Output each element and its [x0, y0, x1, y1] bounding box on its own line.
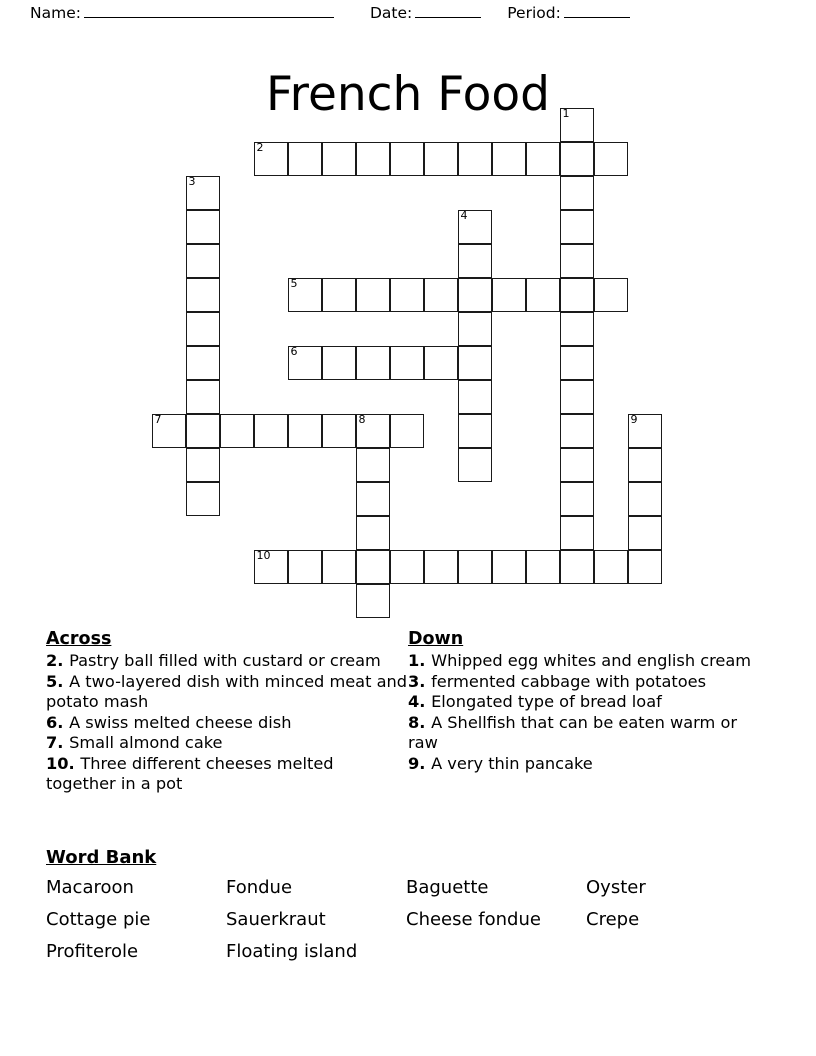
crossword-cell[interactable] — [390, 278, 424, 312]
crossword-cell[interactable] — [560, 380, 594, 414]
crossword-cell[interactable] — [560, 312, 594, 346]
cell-number: 5 — [290, 277, 298, 290]
period-label: Period: — [507, 4, 561, 22]
crossword-cell[interactable] — [356, 584, 390, 618]
crossword-cell[interactable] — [356, 516, 390, 550]
cell-number: 2 — [256, 141, 264, 154]
crossword-cell[interactable] — [492, 550, 526, 584]
crossword-cell[interactable] — [458, 142, 492, 176]
clue-item — [46, 672, 408, 713]
crossword-cell[interactable] — [492, 278, 526, 312]
date-label: Date: — [369, 4, 413, 22]
crossword-cell[interactable] — [560, 244, 594, 278]
crossword-cell[interactable] — [560, 550, 594, 584]
crossword-cell[interactable] — [390, 414, 424, 448]
clue-number: 1. — [408, 651, 432, 670]
crossword-cell[interactable] — [458, 278, 492, 312]
clue-number: 10. — [46, 753, 81, 773]
crossword-cell[interactable] — [186, 380, 220, 414]
clue-number: 5. — [46, 671, 70, 691]
word-bank-word[interactable]: Fondue — [226, 877, 293, 898]
clue-number: 4. — [408, 692, 432, 711]
down-clues-column — [408, 628, 770, 795]
crossword-cell[interactable] — [254, 550, 288, 584]
period-write-line[interactable] — [564, 5, 630, 18]
crossword-cell[interactable] — [560, 210, 594, 244]
crossword-cell[interactable] — [186, 448, 220, 482]
cell-number: 9 — [630, 413, 638, 426]
crossword-cell[interactable] — [424, 550, 458, 584]
crossword-cell[interactable] — [628, 448, 662, 482]
cell-number: 10 — [256, 549, 271, 562]
clue-item — [408, 651, 770, 672]
crossword-cell[interactable] — [186, 346, 220, 380]
crossword-cell[interactable] — [356, 414, 390, 448]
crossword-cell[interactable] — [322, 142, 356, 176]
crossword-cell[interactable] — [594, 550, 628, 584]
clue-item — [408, 692, 770, 713]
crossword-cell[interactable] — [526, 278, 560, 312]
clue-text: A swiss melted cheese dish — [69, 712, 292, 732]
clue-item — [46, 651, 408, 672]
clue-item — [408, 672, 770, 693]
crossword-cell[interactable] — [560, 108, 594, 142]
word-bank-word[interactable]: Cottage pie — [46, 909, 151, 930]
crossword-cell[interactable] — [560, 278, 594, 312]
across-heading: Across — [46, 629, 112, 649]
clue-text: A Shellfish that can be eaten warm or raw — [408, 712, 738, 752]
crossword-cell[interactable] — [186, 312, 220, 346]
crossword-cell[interactable] — [356, 448, 390, 482]
down-heading: Down — [408, 629, 464, 649]
cell-number: 4 — [460, 209, 468, 222]
clue-item — [46, 713, 408, 734]
word-bank-word[interactable]: Sauerkraut — [226, 909, 326, 930]
word-bank-word[interactable]: Macaroon — [46, 877, 134, 898]
clue-text: A very thin pancake — [431, 753, 593, 773]
crossword-cell[interactable] — [356, 278, 390, 312]
clue-number: 7. — [46, 733, 70, 752]
crossword-cell[interactable] — [526, 142, 560, 176]
date-field — [370, 4, 481, 22]
page-title: French Food — [266, 67, 550, 123]
word-bank-word[interactable]: Floating island — [226, 941, 358, 962]
crossword-cell[interactable] — [220, 414, 254, 448]
crossword-cell[interactable] — [288, 550, 322, 584]
crossword-cell[interactable] — [322, 550, 356, 584]
clue-item — [408, 713, 770, 754]
crossword-cell[interactable] — [492, 142, 526, 176]
crossword-cell[interactable] — [560, 414, 594, 448]
crossword-cell[interactable] — [186, 482, 220, 516]
clue-number: 9. — [408, 753, 432, 773]
word-bank-section — [46, 846, 770, 966]
crossword-cell[interactable] — [628, 482, 662, 516]
crossword-cell[interactable] — [458, 244, 492, 278]
clue-text: Pastry ball filled with custard or cream — [69, 651, 381, 670]
crossword-cell[interactable] — [390, 142, 424, 176]
crossword-cell[interactable] — [288, 278, 322, 312]
clue-number: 8. — [408, 712, 432, 732]
crossword-cell[interactable] — [560, 142, 594, 176]
clue-text: fermented cabbage with potatoes — [431, 671, 707, 691]
cell-number: 1 — [562, 107, 570, 120]
word-bank-word[interactable]: Crepe — [586, 909, 640, 930]
cell-number: 7 — [154, 413, 162, 426]
crossword-cell[interactable] — [356, 482, 390, 516]
crossword-cell[interactable] — [628, 550, 662, 584]
crossword-cell[interactable] — [458, 312, 492, 346]
date-write-line[interactable] — [415, 5, 481, 18]
crossword-cell[interactable] — [288, 414, 322, 448]
clue-text: Three different cheeses melted together in a pot — [46, 753, 334, 793]
crossword-cell[interactable] — [560, 482, 594, 516]
crossword-cell[interactable] — [186, 278, 220, 312]
crossword-cell[interactable] — [594, 278, 628, 312]
crossword-cell[interactable] — [356, 142, 390, 176]
crossword-cell[interactable] — [186, 176, 220, 210]
cell-number: 3 — [188, 175, 196, 188]
crossword-cell[interactable] — [356, 550, 390, 584]
crossword-cell[interactable] — [594, 142, 628, 176]
crossword-cell[interactable] — [254, 414, 288, 448]
word-bank-word[interactable]: Cheese fondue — [406, 909, 541, 930]
crossword-cell[interactable] — [152, 414, 186, 448]
crossword-cell[interactable] — [254, 142, 288, 176]
crossword-cell[interactable] — [458, 380, 492, 414]
crossword-cell[interactable] — [186, 210, 220, 244]
clue-number: 2. — [46, 651, 70, 670]
crossword-cell[interactable] — [560, 176, 594, 210]
across-clue-list — [46, 651, 408, 795]
crossword-cell[interactable] — [390, 346, 424, 380]
clue-item — [408, 754, 770, 775]
crossword-cell[interactable] — [356, 346, 390, 380]
name-field — [30, 4, 334, 22]
crossword-cell[interactable] — [424, 142, 458, 176]
crossword-cell[interactable] — [458, 414, 492, 448]
clue-number: 6. — [46, 712, 70, 732]
crossword-cell[interactable] — [458, 448, 492, 482]
crossword-cell[interactable] — [458, 550, 492, 584]
crossword-cell[interactable] — [186, 414, 220, 448]
cell-number: 6 — [290, 345, 298, 358]
worksheet-header — [0, 0, 816, 26]
cell-number: 8 — [358, 413, 366, 426]
word-bank-word[interactable]: Oyster — [586, 877, 646, 898]
clue-item — [46, 754, 408, 795]
clue-text: Whipped egg whites and english cream — [431, 651, 752, 670]
crossword-cell[interactable] — [424, 278, 458, 312]
crossword-cell[interactable] — [560, 516, 594, 550]
crossword-cell[interactable] — [288, 346, 322, 380]
down-clue-list — [408, 651, 770, 774]
word-bank-word[interactable]: Profiterole — [46, 941, 139, 962]
clues-section — [46, 628, 770, 795]
word-bank-grid — [46, 874, 770, 966]
across-clues-column — [46, 628, 408, 795]
crossword-cell[interactable] — [322, 414, 356, 448]
crossword-cell[interactable] — [458, 346, 492, 380]
crossword-cell[interactable] — [288, 142, 322, 176]
clue-number: 3. — [408, 671, 432, 691]
name-write-line[interactable] — [84, 5, 334, 18]
name-label: Name: — [30, 4, 81, 22]
crossword-cell[interactable] — [186, 244, 220, 278]
clue-text: Small almond cake — [69, 733, 223, 752]
crossword-cell[interactable] — [560, 448, 594, 482]
crossword-cell[interactable] — [424, 346, 458, 380]
crossword-cell[interactable] — [322, 346, 356, 380]
word-bank-word[interactable]: Baguette — [406, 877, 489, 898]
crossword-cell[interactable] — [628, 414, 662, 448]
crossword-cell[interactable] — [322, 278, 356, 312]
clue-text: A two-layered dish with minced meat and potato mash — [46, 671, 408, 711]
word-bank-heading: Word Bank — [46, 847, 157, 868]
clue-item — [46, 733, 408, 754]
crossword-cell[interactable] — [458, 210, 492, 244]
crossword-cell[interactable] — [560, 346, 594, 380]
crossword-cell[interactable] — [628, 516, 662, 550]
crossword-cell[interactable] — [390, 550, 424, 584]
crossword-cell[interactable] — [526, 550, 560, 584]
period-field — [507, 4, 630, 22]
clue-text: Elongated type of bread loaf — [431, 692, 662, 711]
